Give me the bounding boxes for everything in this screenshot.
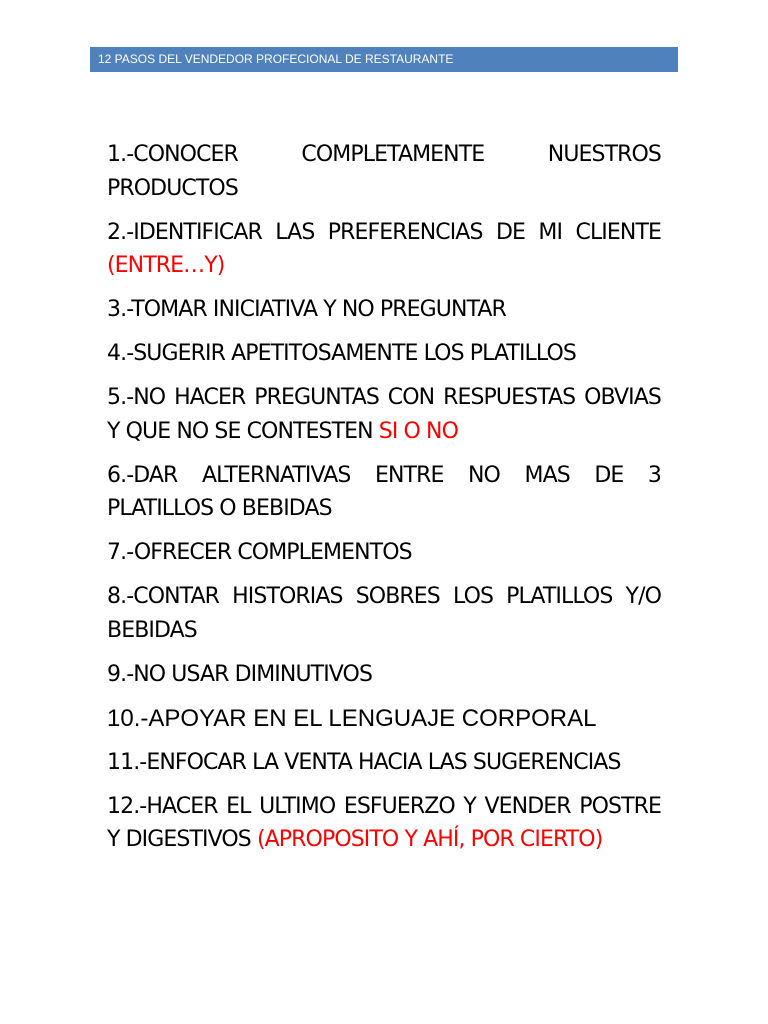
step-text: 2.-IDENTIFICAR LAS PREFERENCIAS DE MI CLIENTE (107, 219, 661, 245)
step-text: 4.-SUGERIR APETITOSAMENTE LOS PLATILLOS (107, 341, 576, 367)
step-text: 1.-CONOCER COMPLETAMENTE NUESTROS PRODUCTOS (107, 142, 661, 201)
step-highlight: SI O NO (378, 418, 459, 444)
step-text: 5.-NO HACER PREGUNTAS CON RESPUESTAS OBVIAS Y QUE NO SE CONTESTEN (107, 385, 661, 444)
step-5 (107, 381, 661, 448)
step-1 (107, 138, 661, 205)
step-3 (107, 293, 661, 327)
step-text: 9.-NO USAR DIMINUTIVOS (107, 661, 373, 687)
step-6 (107, 459, 661, 526)
step-12 (107, 790, 661, 857)
step-2 (107, 216, 661, 283)
step-7 (107, 536, 661, 570)
step-text: 6.-DAR ALTERNATIVAS ENTRE NO MAS DE 3 PLATILLOS O BEBIDAS (107, 462, 661, 522)
step-10 (107, 702, 661, 736)
step-8 (107, 580, 661, 647)
step-text: 3.-TOMAR INICIATIVA Y NO PREGUNTAR (107, 297, 506, 323)
step-text: 8.-CONTAR HISTORIAS SOBRES LOS PLATILLOS Y/O BEBIDAS (107, 584, 661, 643)
step-11 (107, 746, 661, 780)
steps-list (107, 138, 661, 867)
step-4 (107, 337, 661, 371)
step-text: 7.-OFRECER COMPLEMENTOS (107, 540, 412, 566)
document-title: 12 PASOS DEL VENDEDOR PROFECIONAL DE RESTAURANTE (98, 52, 454, 66)
step-text: 11.-ENFOCAR LA VENTA HACIA LAS SUGERENCIAS (107, 749, 621, 775)
step-highlight: (ENTRE…Y) (107, 253, 225, 279)
step-text: 12.-HACER EL ULTIMO ESFUERZO Y VENDER POSTRE Y DIGESTIVOS (107, 793, 661, 853)
step-highlight: (APROPOSITO Y AHÍ, POR CIERTO) (256, 827, 603, 853)
step-9 (107, 658, 661, 692)
document-header-bar (90, 47, 678, 72)
step-text: 10.-APOYAR EN EL LENGUAJE CORPORAL (107, 704, 597, 732)
